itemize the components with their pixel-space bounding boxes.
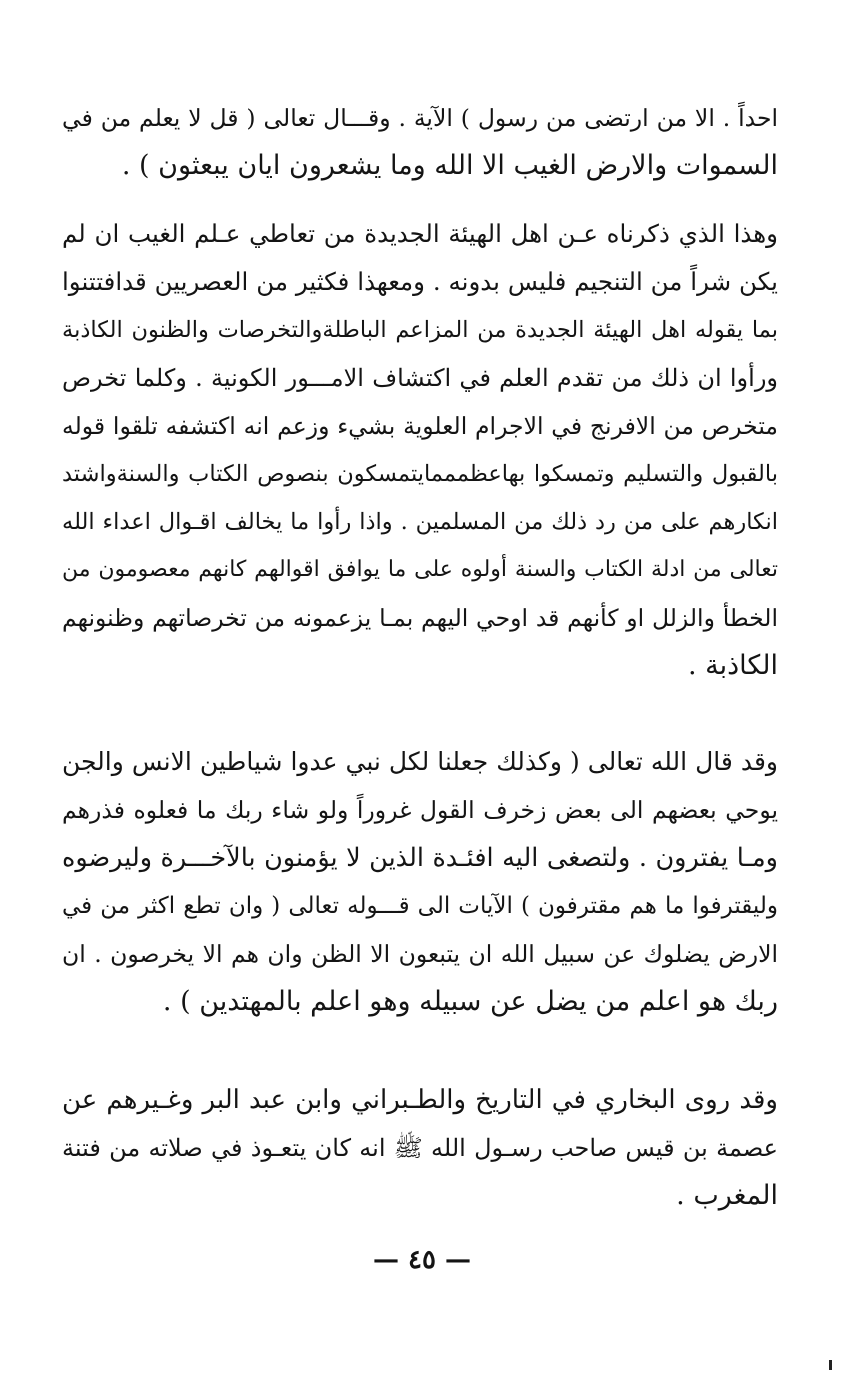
text-line: السموات والارض الغيب الا الله وما يشعرون ايان يبعثون ) . — [121, 150, 778, 181]
text-line: ومـا يفترون . ولتصغى اليه افئـدة الذين لا يؤمنون بالآخـــرة وليرضوه — [62, 843, 778, 873]
text-line: تعالى من ادلة الكتاب والسنة أولوه على ما يوافق اقوالهم كانهم معصومون من — [62, 557, 778, 582]
text-line: ورأوا ان ذلك من تقدم العلم في اكتشاف الامـــور الكونية . وكلما تخرص — [62, 364, 778, 392]
text-line: ربك هو اعلم من يضل عن سبيله وهو اعلم بالمهتدين ) . — [162, 986, 778, 1017]
text-line: بما يقوله اهل الهيئة الجديدة من المزاعم الباطلةوالتخرصات والظنون الكاذبة — [62, 317, 778, 343]
text-line: وليقترفوا ما هم مقترفون ) الآيات الى قـــوله تعالى ( وان تطع اكثر من في — [62, 893, 778, 919]
text-line: المغرب . — [676, 1180, 778, 1211]
text-line: الارض يضلوك عن سبيل الله ان يتبعون الا الظن وان هم الا يخرصون . ان — [62, 940, 778, 968]
text-line: وقد روى البخاري في التاريخ والطـبراني وابن عبد البر وغـيرهم عن — [62, 1085, 778, 1115]
text-line: متخرص من الافرنج في الاجرام العلوية بشيء وزعم انه اكتشفه تلقوا قوله — [62, 412, 778, 440]
paragraph-quran-verse-ending — [62, 94, 778, 190]
page-number: — ٤٥ — — [372, 1245, 472, 1275]
text-line: يوحي بعضهم الى بعض زخرف القول غروراً ولو شاء ربك ما فعلوه فذرهم — [62, 796, 778, 824]
text-line: بالقبول والتسليم وتمسكوا بهاعظمممايتمسكون بنصوص الكتاب والسنةواشتد — [62, 461, 778, 487]
paragraph-new-astronomy — [62, 210, 778, 690]
text-line: يكن شراً من التنجيم فليس بدونه . ومعهذا فكثير من العصريين قدافتتنوا — [62, 267, 778, 296]
text-line: وهذا الذي ذكرناه عـن اهل الهيئة الجديدة من تعاطي عـلم الغيب ان لم — [62, 219, 778, 248]
text-line: الكاذبة . — [687, 650, 778, 681]
text-line: وقد قال الله تعالى ( وكذلك جعلنا لكل نبي عدوا شياطين الانس والجن — [62, 747, 778, 776]
text-line: انكارهم على من رد ذلك من المسلمين . واذا رأوا ما يخالف اقـوال اعداء الله — [62, 509, 778, 535]
text-line: عصمة بن قيس صاحب رسـول الله ﷺ انه كان يتعـوذ في صلاته من فتنة — [62, 1134, 778, 1162]
paragraph-quran-quote — [62, 738, 778, 1026]
text-line: احداً . الا من ارتضى من رسول ) الآية . وقـــال تعالى ( قل لا يعلم من في — [62, 104, 778, 132]
scan-mark — [829, 1360, 832, 1370]
paragraph-hadith — [62, 1076, 778, 1220]
text-line: الخطأ والزلل او كأنهم قد اوحي اليهم بمـا يزعمونه من تخرصاتهم وظنونهم — [62, 604, 778, 632]
